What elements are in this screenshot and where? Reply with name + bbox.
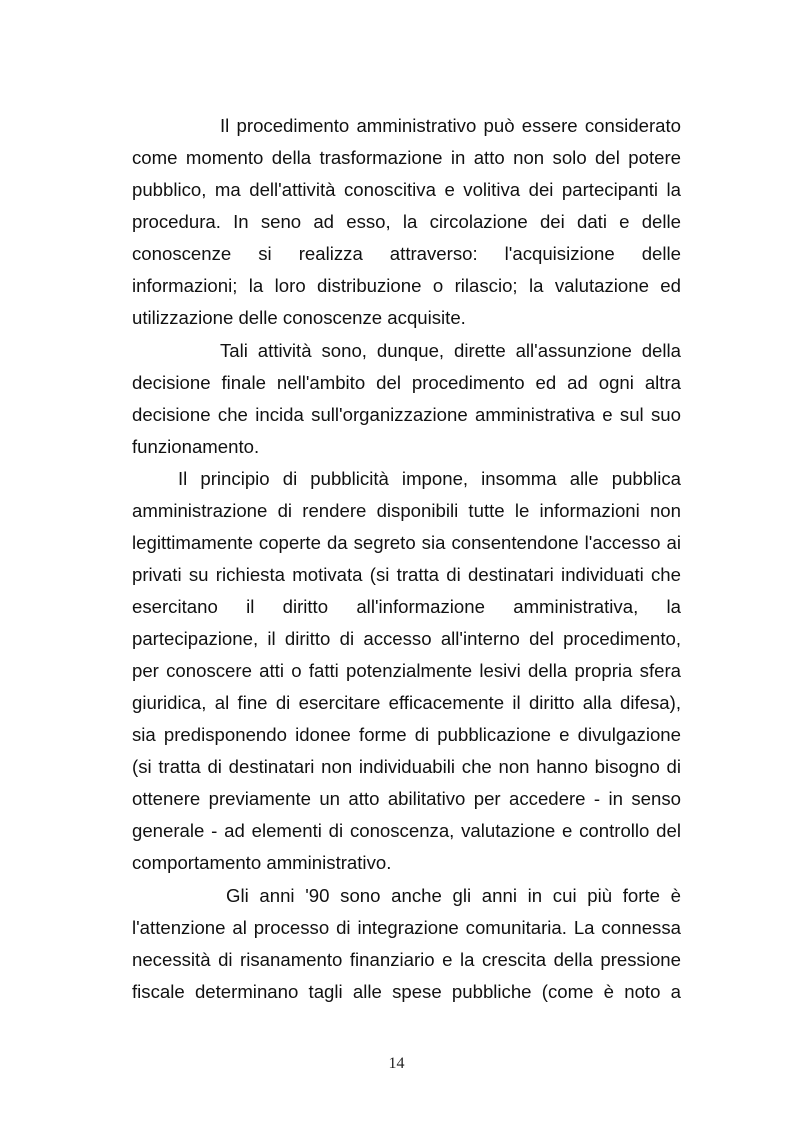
paragraph-3-line-10: (si tratta di destinatari non individuabili che non hanno bisogno di xyxy=(132,756,681,777)
paragraph-2-line-1: Tali attività sono, dunque, dirette all'assunzione della xyxy=(220,340,681,361)
paragraph-3-line-11: ottenere previamente un atto abilitativo per accedere - in senso xyxy=(132,788,681,809)
paragraph-2-line-4: funzionamento. xyxy=(132,436,260,457)
paragraph-1-line-4: procedura. In seno ad esso, la circolazione dei dati e delle xyxy=(132,211,681,232)
paragraph-3-line-12: generale - ad elementi di conoscenza, valutazione e controllo del xyxy=(132,820,681,841)
paragraph-1-line-6: informazioni; la loro distribuzione o rilascio; la valutazione ed xyxy=(132,275,681,296)
paragraph-4-line-1: Gli anni '90 sono anche gli anni in cui più forte è xyxy=(226,885,681,906)
paragraph-3-line-8: giuridica, al fine di esercitare efficacemente il diritto alla difesa), xyxy=(132,692,681,713)
paragraph-3-line-13: comportamento amministrativo. xyxy=(132,852,392,873)
paragraph-3-line-3: legittimamente coperte da segreto sia consentendone l'accesso ai xyxy=(132,532,681,553)
paragraph-3-line-5: esercitano il diritto all'informazione amministrativa, la xyxy=(132,596,681,617)
paragraph-3-line-4: privati su richiesta motivata (si tratta di destinatari individuati che xyxy=(132,564,681,585)
paragraph-1-line-3: pubblico, ma dell'attività conoscitiva e volitiva dei partecipanti la xyxy=(132,179,681,200)
paragraph-3-line-7: per conoscere atti o fatti potenzialmente lesivi della propria sfera xyxy=(132,660,681,681)
paragraph-3-line-6: partecipazione, il diritto di accesso all'interno del procedimento, xyxy=(132,628,681,649)
paragraph-3-line-1: Il principio di pubblicità impone, insomma alle pubblica xyxy=(178,468,681,489)
paragraph-2-line-2: decisione finale nell'ambito del procedimento ed ad ogni altra xyxy=(132,372,681,393)
paragraph-3-line-9: sia predisponendo idonee forme di pubblicazione e divulgazione xyxy=(132,724,681,745)
page-number: 14 xyxy=(388,1055,405,1072)
paragraph-4-line-3: necessità di risanamento finanziario e la crescita della pressione xyxy=(132,949,681,970)
paragraph-3-line-2: amministrazione di rendere disponibili tutte le informazioni non xyxy=(132,500,681,521)
paragraph-4-line-2: l'attenzione al processo di integrazione comunitaria. La connessa xyxy=(132,917,681,938)
paragraph-1-line-7: utilizzazione delle conoscenze acquisite. xyxy=(132,307,466,328)
paragraph-4-line-4: fiscale determinano tagli alle spese pubbliche (come è noto a xyxy=(132,981,681,1002)
paragraph-2-line-3: decisione che incida sull'organizzazione amministrativa e sul suo xyxy=(132,404,681,425)
paragraph-1-line-5: conoscenze si realizza attraverso: l'acquisizione delle xyxy=(132,243,681,264)
paragraph-1-line-1: Il procedimento amministrativo può essere considerato xyxy=(220,115,681,136)
paragraph-1-line-2: come momento della trasformazione in atto non solo del potere xyxy=(132,147,681,168)
